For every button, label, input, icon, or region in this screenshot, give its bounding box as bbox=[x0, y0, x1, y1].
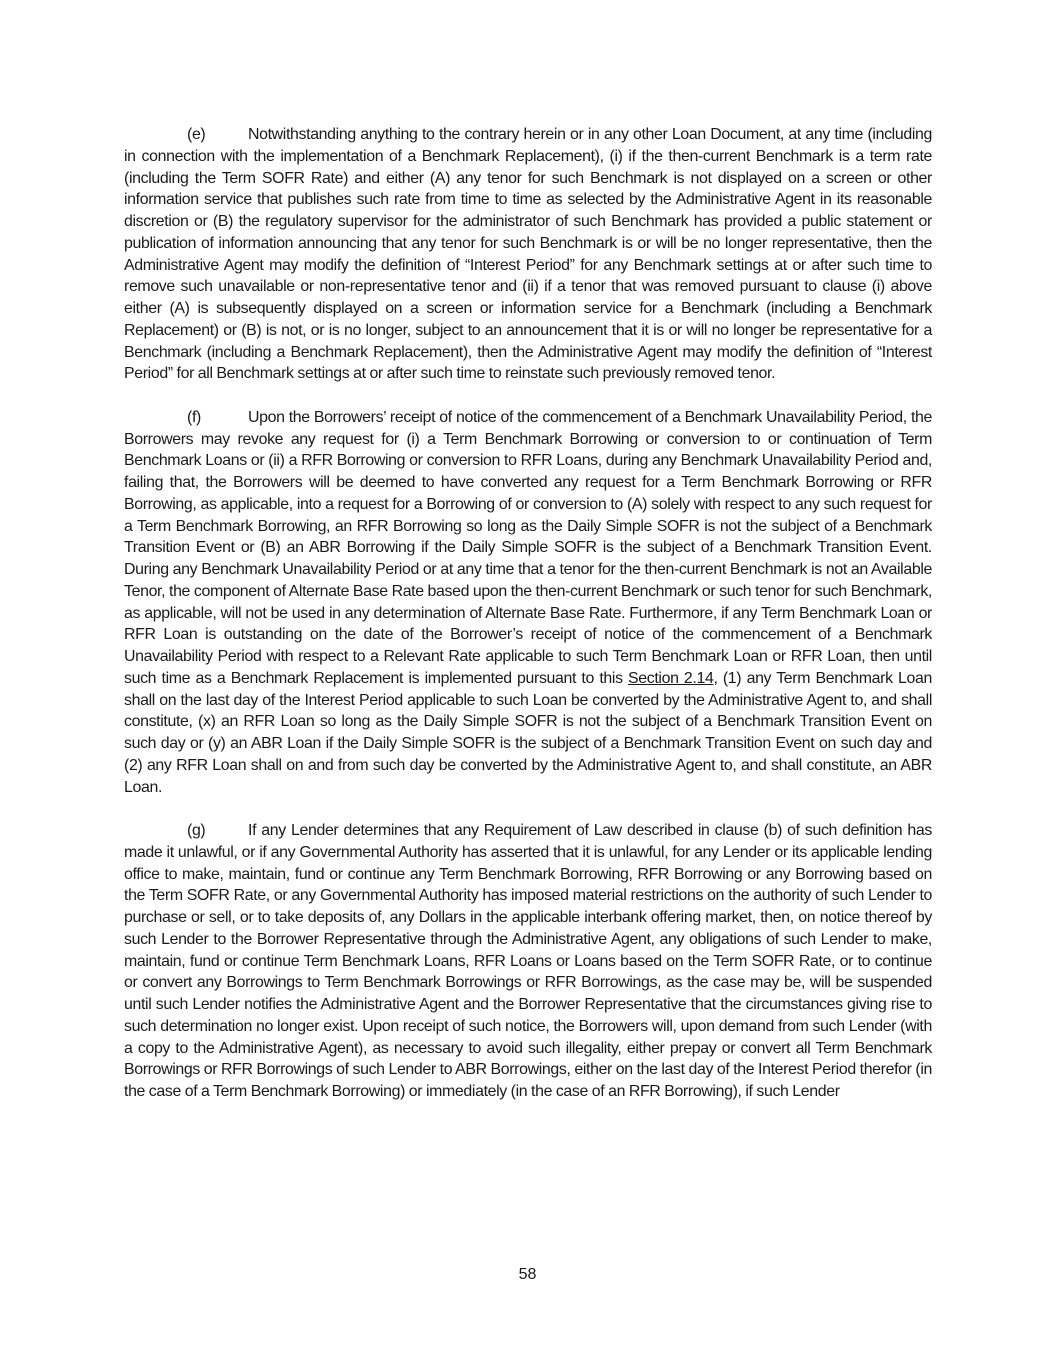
paragraph-e bbox=[124, 124, 932, 385]
document-page bbox=[124, 124, 932, 1125]
paragraph-text: Upon the Borrowers’ receipt of notice of the commencement of a Benchmark Unavailability Period, the Borrowers may revoke any request for (i) a Term Benchmark Borrowing or conversion to or continuation of Term Benchmark Loans or (ii) a RFR Borrowing or conversion to RFR Loans, during any Benchmark Unavailability Period and, failing that, the Borrowers will be deemed to have converted any request for a Term Benchmark Borrowing or RFR Borrowing, as applicable, into a request for a Borrowing of or conversion to (A) solely with respect to any such request for a Term Benchmark Borrowing, an RFR Borrowing so long as the Daily Simple SOFR is not the subject of a Benchmark Transition Event or (B) an ABR Borrowing if the Daily Simple SOFR is the subject of a Benchmark Transition Event. During any Benchmark Unavailability Period or at any time that a tenor for the then-current Benchmark is not an Available Tenor, the component of Alternate Base Rate based upon the then-current Benchmark or such tenor for such Benchmark, as applicable, will not be used in any determination of Alternate Base Rate. Furthermore, if any Term Benchmark Loan or RFR Loan is outstanding on the date of the Borrower’s receipt of notice of the commencement of a Benchmark Unavailability Period with respect to a Relevant Rate applicable to such Term Benchmark Loan or RFR Loan, then until such time as a Benchmark Replacement is implemented pursuant to this bbox=[124, 408, 932, 687]
paragraph-text: Notwithstanding anything to the contrary herein or in any other Loan Document, at any time (including in connection with the implementation of a Benchmark Replacement), (i) if the then-current Benchmark is a term rate (including the Term SOFR Rate) and either (A) any tenor for such Benchmark is not displayed on a screen or other information service that publishes such rate from time to time as selected by the Administrative Agent in its reasonable discretion or (B) the regulatory supervisor for the administrator of such Benchmark has provided a public statement or publication of information announcing that any tenor for such Benchmark is or will be no longer representative, then the Administrative Agent may modify the definition of “Interest Period” for any Benchmark settings at or after such time to remove such unavailable or non-representative tenor and (ii) if a tenor that was removed pursuant to clause (i) above either (A) is subsequently displayed on a screen or information service for a Benchmark (including a Benchmark Replacement) or (B) is not, or is no longer, subject to an announcement that it is or will no longer be representative for a Benchmark (including a Benchmark Replacement), then the Administrative Agent may modify the definition of “Interest Period” for all Benchmark settings at or after such time to reinstate such previously removed tenor. bbox=[124, 126, 932, 383]
paragraph-g bbox=[124, 820, 932, 1103]
paragraph-label: (g) bbox=[187, 822, 206, 839]
paragraph-f bbox=[124, 407, 932, 799]
paragraph-label: (e) bbox=[187, 126, 206, 143]
paragraph-label: (f) bbox=[187, 408, 201, 426]
page-number: 58 bbox=[518, 1266, 537, 1283]
section-reference-link[interactable]: Section 2.14 bbox=[628, 669, 714, 687]
paragraph-text: If any Lender determines that any Requirement of Law described in clause (b) of such definition has made it unlawful, or if any Governmental Authority has asserted that it is unlawful, for any Lender or its applicable lending office to make, maintain, fund or continue any Term Benchmark Borrowing, RFR Borrowing or any Borrowing based on the Term SOFR Rate, or any Governmental Authority has imposed material restrictions on the authority of such Lender to purchase or sell, or to take deposits of, any Dollars in the applicable interbank offering market, then, on notice thereof by such Lender to the Borrower Representative through the Administrative Agent, any obligations of such Lender to make, maintain, fund or continue Term Benchmark Loans, RFR Loans or Loans based on the Term SOFR Rate, or to continue or convert any Borrowings to Term Benchmark Borrowings or RFR Borrowings, as the case may be, will be suspended until such Lender notifies the Administrative Agent and the Borrower Representative that the circumstances giving rise to such determination no longer exist. Upon receipt of such notice, the Borrowers will, upon demand from such Lender (with a copy to the Administrative Agent), as necessary to avoid such illegality, either prepay or convert all Term Benchmark Borrowings or RFR Borrowings of such Lender to ABR Borrowings, either on the last day of the Interest Period therefor (in the case of a Term Benchmark Borrowing) or immediately (in the case of an RFR Borrowing), if such Lender bbox=[124, 822, 932, 1100]
paragraph-text: , (1) any Term Benchmark Loan shall on the last day of the Interest Period applicable to such Loan be converted by the Administrative Agent to, and shall constitute, (x) an RFR Loan so long as the Daily Simple SOFR is not the subject of a Benchmark Transition Event on such day or (y) an ABR Loan if the Daily Simple SOFR is the subject of a Benchmark Transition Event on such day and (2) any RFR Loan shall on and from such day be converted by the Administrative Agent to, and shall constitute, an ABR Loan. bbox=[124, 669, 932, 796]
